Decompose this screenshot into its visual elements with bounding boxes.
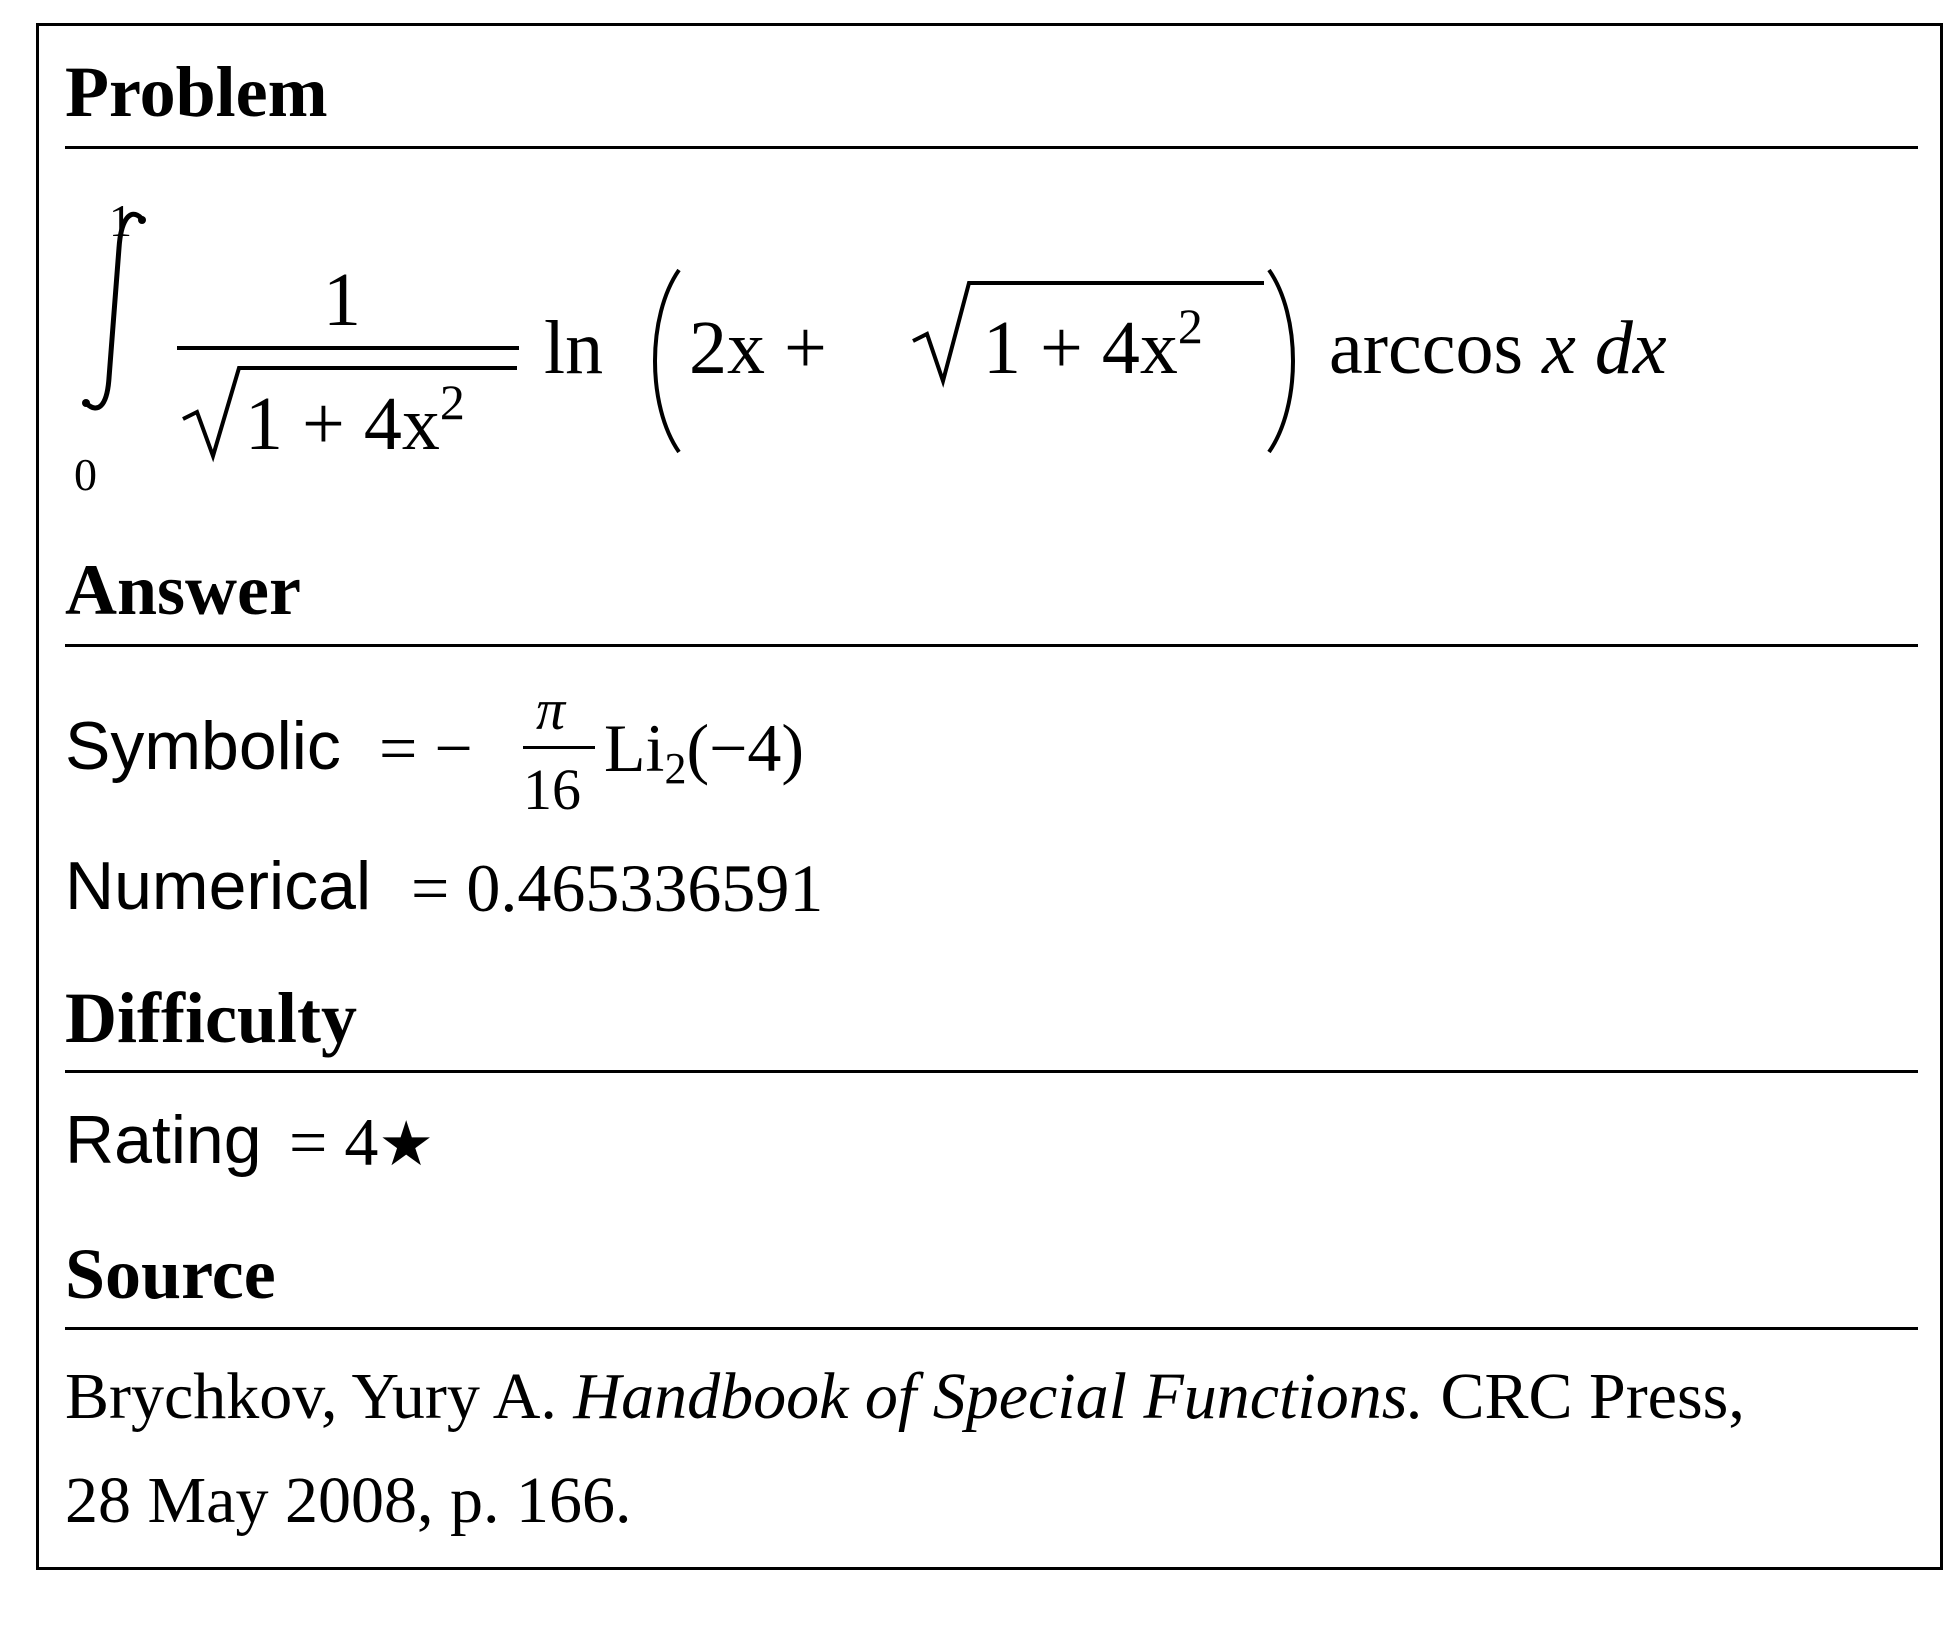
- numerical-label: Numerical: [65, 848, 372, 924]
- dilogarithm-subscript: 2: [664, 744, 687, 793]
- ln-argument-prefix-text: 2x +: [689, 306, 827, 390]
- problem-rule: [65, 146, 1918, 149]
- fraction-bar: [177, 346, 519, 350]
- star-icon: ★: [378, 1107, 434, 1180]
- ln-argument-sqrt-exponent: 2: [1177, 298, 1203, 354]
- source-publisher: CRC Press,: [1440, 1360, 1745, 1433]
- answer-rule: [65, 644, 1918, 647]
- dilogarithm-argument: (−4): [686, 710, 805, 786]
- source-heading: Source: [65, 1234, 276, 1314]
- fraction-denominator: [245, 374, 465, 466]
- problem-heading: Problem: [65, 52, 328, 132]
- dilogarithm-name: Li: [604, 710, 665, 786]
- left-paren-icon: [639, 266, 689, 456]
- difficulty-heading: Difficulty: [65, 978, 357, 1058]
- symbolic-function: [604, 710, 805, 793]
- answer-heading: Answer: [65, 550, 301, 630]
- symbolic-label: Symbolic: [65, 708, 341, 784]
- integral-upper-limit: 1: [109, 195, 132, 246]
- ln-operator: ln: [544, 306, 604, 390]
- symbolic-fraction-numerator: π: [536, 677, 566, 742]
- ln-argument-prefix: [689, 306, 827, 390]
- arccos-tail: [1329, 306, 1667, 390]
- difficulty-rule: [65, 1070, 1918, 1073]
- rating-number: = 4: [289, 1104, 379, 1180]
- numerical-value: = 0.465336591: [411, 850, 824, 926]
- right-paren-icon: [1259, 266, 1309, 456]
- rating-value: [289, 1104, 434, 1180]
- rating-label: Rating: [65, 1102, 262, 1178]
- integration-variable: x dx: [1542, 306, 1667, 390]
- fraction-numerator: 1: [323, 258, 361, 342]
- integral-lower-limit: 0: [74, 449, 97, 500]
- source-rule: [65, 1327, 1918, 1330]
- symbolic-equals: = −: [379, 710, 473, 786]
- symbolic-fraction-bar: [523, 746, 595, 749]
- fraction-denominator-exponent: 2: [439, 374, 465, 430]
- problem-card: [36, 23, 1943, 1570]
- ln-argument-sqrt: [983, 298, 1203, 390]
- source-citation-line-2: 28 May 2008, p. 166.: [65, 1464, 632, 1537]
- source-author: Brychkov, Yury A.: [65, 1360, 557, 1433]
- ln-argument-sqrt-text: 1 + 4x: [983, 306, 1178, 390]
- source-title: Handbook of Special Functions.: [573, 1360, 1424, 1433]
- symbolic-fraction-denominator: 16: [523, 757, 581, 822]
- arccos-function: arccos: [1329, 306, 1524, 390]
- source-citation-line-1: [65, 1360, 1745, 1433]
- fraction-denominator-text: 1 + 4x: [245, 382, 440, 466]
